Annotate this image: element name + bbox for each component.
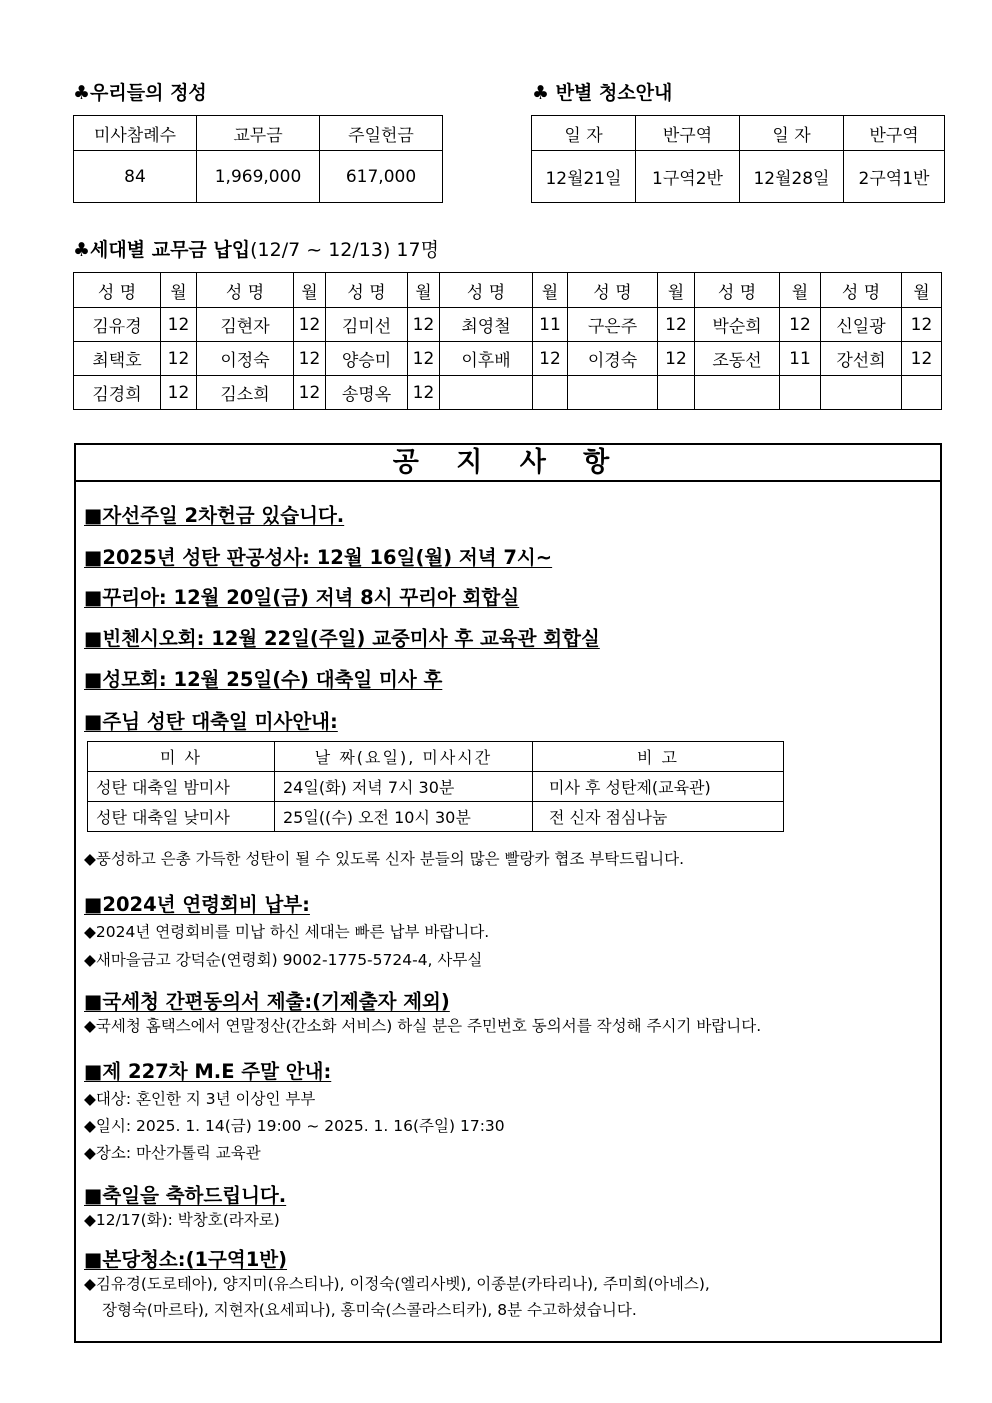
dues-member-month: 12: [294, 342, 326, 376]
cleaning-header: 일 자: [740, 116, 844, 151]
me-weekend-date: ◆일시: 2025. 1. 14(금) 19:00 ~ 2025. 1. 16(주일) 17:30: [84, 1117, 505, 1135]
dues-member-month: 12: [161, 342, 197, 376]
notice-item-curia: ■꾸리아: 12월 20일(금) 저녁 8시 꾸리아 회합실: [84, 586, 520, 609]
mass-note: 전 신자 점심나눔: [533, 802, 784, 832]
dues-header-name: 성 명: [74, 273, 161, 308]
dues-member-name: 이경숙: [568, 342, 658, 376]
dues-member-name: 송명옥: [326, 376, 408, 410]
me-weekend-target: ◆대상: 혼인한 지 3년 이상인 부부: [84, 1090, 316, 1108]
notice-item-mothers: ■성모회: 12월 25일(수) 대축일 미사 후: [84, 668, 443, 691]
dues-member-month: [533, 376, 568, 410]
offering-heading: ♣우리들의 정성: [73, 82, 207, 104]
offering-header: 교무금: [197, 116, 320, 151]
dues-header-name: 성 명: [568, 273, 658, 308]
notice-item-charity: ■자선주일 2차헌금 있습니다.: [84, 504, 345, 527]
dues-member-month: 12: [658, 308, 695, 342]
dues-member-month: [658, 376, 695, 410]
mass-name: 성탄 대축일 낮미사: [88, 802, 275, 832]
dues-total: 1,969,000: [197, 151, 320, 203]
notice-box: [74, 443, 942, 1343]
dues-member-name: 이후배: [440, 342, 533, 376]
dues-member-month: 12: [408, 342, 440, 376]
dues-member-name: 강선희: [821, 342, 902, 376]
dues-header-month: 월: [294, 273, 326, 308]
dues-row: [74, 376, 942, 410]
notice-title: 공 지 사 항: [76, 445, 940, 482]
dues-header-name: 성 명: [326, 273, 408, 308]
notice-item-church-cleaning: ■본당청소:(1구역1반): [84, 1248, 288, 1271]
church-cleaning-line: ◆김유경(도로테아), 양지미(유스티나), 이정숙(엘리사벳), 이종분(카타리나), 주미희(아네스),: [84, 1275, 710, 1293]
dues-member-month: 12: [294, 308, 326, 342]
cleaning-area: 1구역2반: [636, 151, 740, 203]
dues-member-month: 12: [161, 376, 197, 410]
dues-member-name: 김유경: [74, 308, 161, 342]
notice-item-funeral-dues: ■2024년 연령회비 납부:: [84, 893, 310, 916]
dues-member-month: 12: [161, 308, 197, 342]
cleaning-date: 12월21일: [532, 151, 636, 203]
dues-member-month: 12: [533, 342, 568, 376]
dues-member-month: 12: [408, 376, 440, 410]
dues-header-name: 성 명: [695, 273, 780, 308]
mass-request-note: ◆풍성하고 은총 가득한 성탄이 될 수 있도록 신자 분들의 많은 빨랑카 협조 부탁드립니다.: [84, 850, 685, 868]
dues-member-name: 김현자: [197, 308, 294, 342]
tax-consent-line: ◆국세청 홈택스에서 연말정산(간소화 서비스) 하실 분은 주민번호 동의서를 작성해 주시기 바랍니다.: [84, 1017, 762, 1035]
mass-name: 성탄 대축일 밤미사: [88, 772, 275, 802]
attendance-count: 84: [74, 151, 197, 203]
notice-item-vincent: ■빈첸시오회: 12월 22일(주일) 교중미사 후 교육관 회합실: [84, 627, 600, 650]
cleaning-header: 반구역: [844, 116, 945, 151]
feast-line: ◆12/17(화): 박창호(라자로): [84, 1211, 280, 1229]
dues-member-name: 조동선: [695, 342, 780, 376]
notice-item-me-weekend: ■제 227차 M.E 주말 안내:: [84, 1060, 332, 1083]
dues-header-month: 월: [533, 273, 568, 308]
dues-member-name: 김경희: [74, 376, 161, 410]
notice-item-feast: ■축일을 축하드립니다.: [84, 1184, 287, 1207]
dues-member-name: 최택호: [74, 342, 161, 376]
dues-member-name: 양승미: [326, 342, 408, 376]
funeral-dues-line: ◆2024년 연령회비를 미납 하신 세대는 빠른 납부 바랍니다.: [84, 923, 490, 941]
dues-member-name: [440, 376, 533, 410]
funeral-dues-account: ◆새마을금고 강덕순(연령회) 9002-1775-5724-4, 사무실: [84, 951, 483, 969]
mass-note: 미사 후 성탄제(교육관): [533, 772, 784, 802]
me-weekend-place: ◆장소: 마산가톨릭 교육관: [84, 1144, 261, 1162]
church-cleaning-line: 장형숙(마르타), 지현자(요세피나), 홍미숙(스콜라스티카), 8분 수고하셨습니다.: [102, 1301, 637, 1319]
dues-member-name: [821, 376, 902, 410]
dues-member-month: 12: [658, 342, 695, 376]
dues-row: [74, 308, 942, 342]
mass-time: 24일(화) 저녁 7시 30분: [275, 772, 533, 802]
dues-table: [73, 272, 942, 410]
mass-header: 비 고: [533, 742, 784, 772]
mass-time: 25일((수) 오전 10시 30분: [275, 802, 533, 832]
dues-member-month: 12: [294, 376, 326, 410]
dues-header-month: 월: [161, 273, 197, 308]
dues-heading: [73, 235, 439, 262]
dues-member-name: 박순희: [695, 308, 780, 342]
dues-member-month: [780, 376, 821, 410]
dues-header-name: 성 명: [197, 273, 294, 308]
dues-heading-period: (12/7 ~ 12/13) 17명: [250, 239, 439, 261]
cleaning-header: 반구역: [636, 116, 740, 151]
dues-member-month: 11: [780, 342, 821, 376]
dues-member-name: 신일광: [821, 308, 902, 342]
offering-header: 주일헌금: [320, 116, 443, 151]
dues-member-month: [902, 376, 942, 410]
cleaning-heading: ♣ 반별 청소안내: [532, 82, 673, 104]
dues-member-name: [695, 376, 780, 410]
dues-member-name: 최영철: [440, 308, 533, 342]
dues-member-month: 12: [780, 308, 821, 342]
dues-row: [74, 342, 942, 376]
dues-header-month: 월: [658, 273, 695, 308]
notice-item-christmas-mass: ■주님 성탄 대축일 미사안내:: [84, 710, 338, 733]
mass-schedule-table: [87, 741, 784, 832]
cleaning-header: 일 자: [532, 116, 636, 151]
dues-member-name: 구은주: [568, 308, 658, 342]
dues-header-month: 월: [902, 273, 942, 308]
notice-item-confession: ■2025년 성탄 판공성사: 12월 16일(월) 저녁 7시~: [84, 546, 553, 569]
offering-header: 미사참례수: [74, 116, 197, 151]
dues-member-name: 김소희: [197, 376, 294, 410]
dues-heading-title: ♣세대별 교무금 납입: [73, 239, 251, 261]
cleaning-date: 12월28일: [740, 151, 844, 203]
mass-header: 미 사: [88, 742, 275, 772]
dues-header-name: 성 명: [440, 273, 533, 308]
cleaning-area: 2구역1반: [844, 151, 945, 203]
mass-header: 날 짜(요일), 미사시간: [275, 742, 533, 772]
cleaning-table: [531, 115, 945, 203]
dues-header-month: 월: [408, 273, 440, 308]
sunday-offering: 617,000: [320, 151, 443, 203]
dues-member-month: 12: [902, 342, 942, 376]
dues-member-name: 김미선: [326, 308, 408, 342]
dues-member-name: [568, 376, 658, 410]
dues-member-month: 11: [533, 308, 568, 342]
dues-member-month: 12: [408, 308, 440, 342]
dues-member-month: 12: [902, 308, 942, 342]
notice-item-tax-consent: ■국세청 간편동의서 제출:(기제출자 제외): [84, 990, 450, 1013]
offering-table: [73, 115, 443, 203]
dues-header-name: 성 명: [821, 273, 902, 308]
dues-member-name: 이정숙: [197, 342, 294, 376]
dues-header-month: 월: [780, 273, 821, 308]
